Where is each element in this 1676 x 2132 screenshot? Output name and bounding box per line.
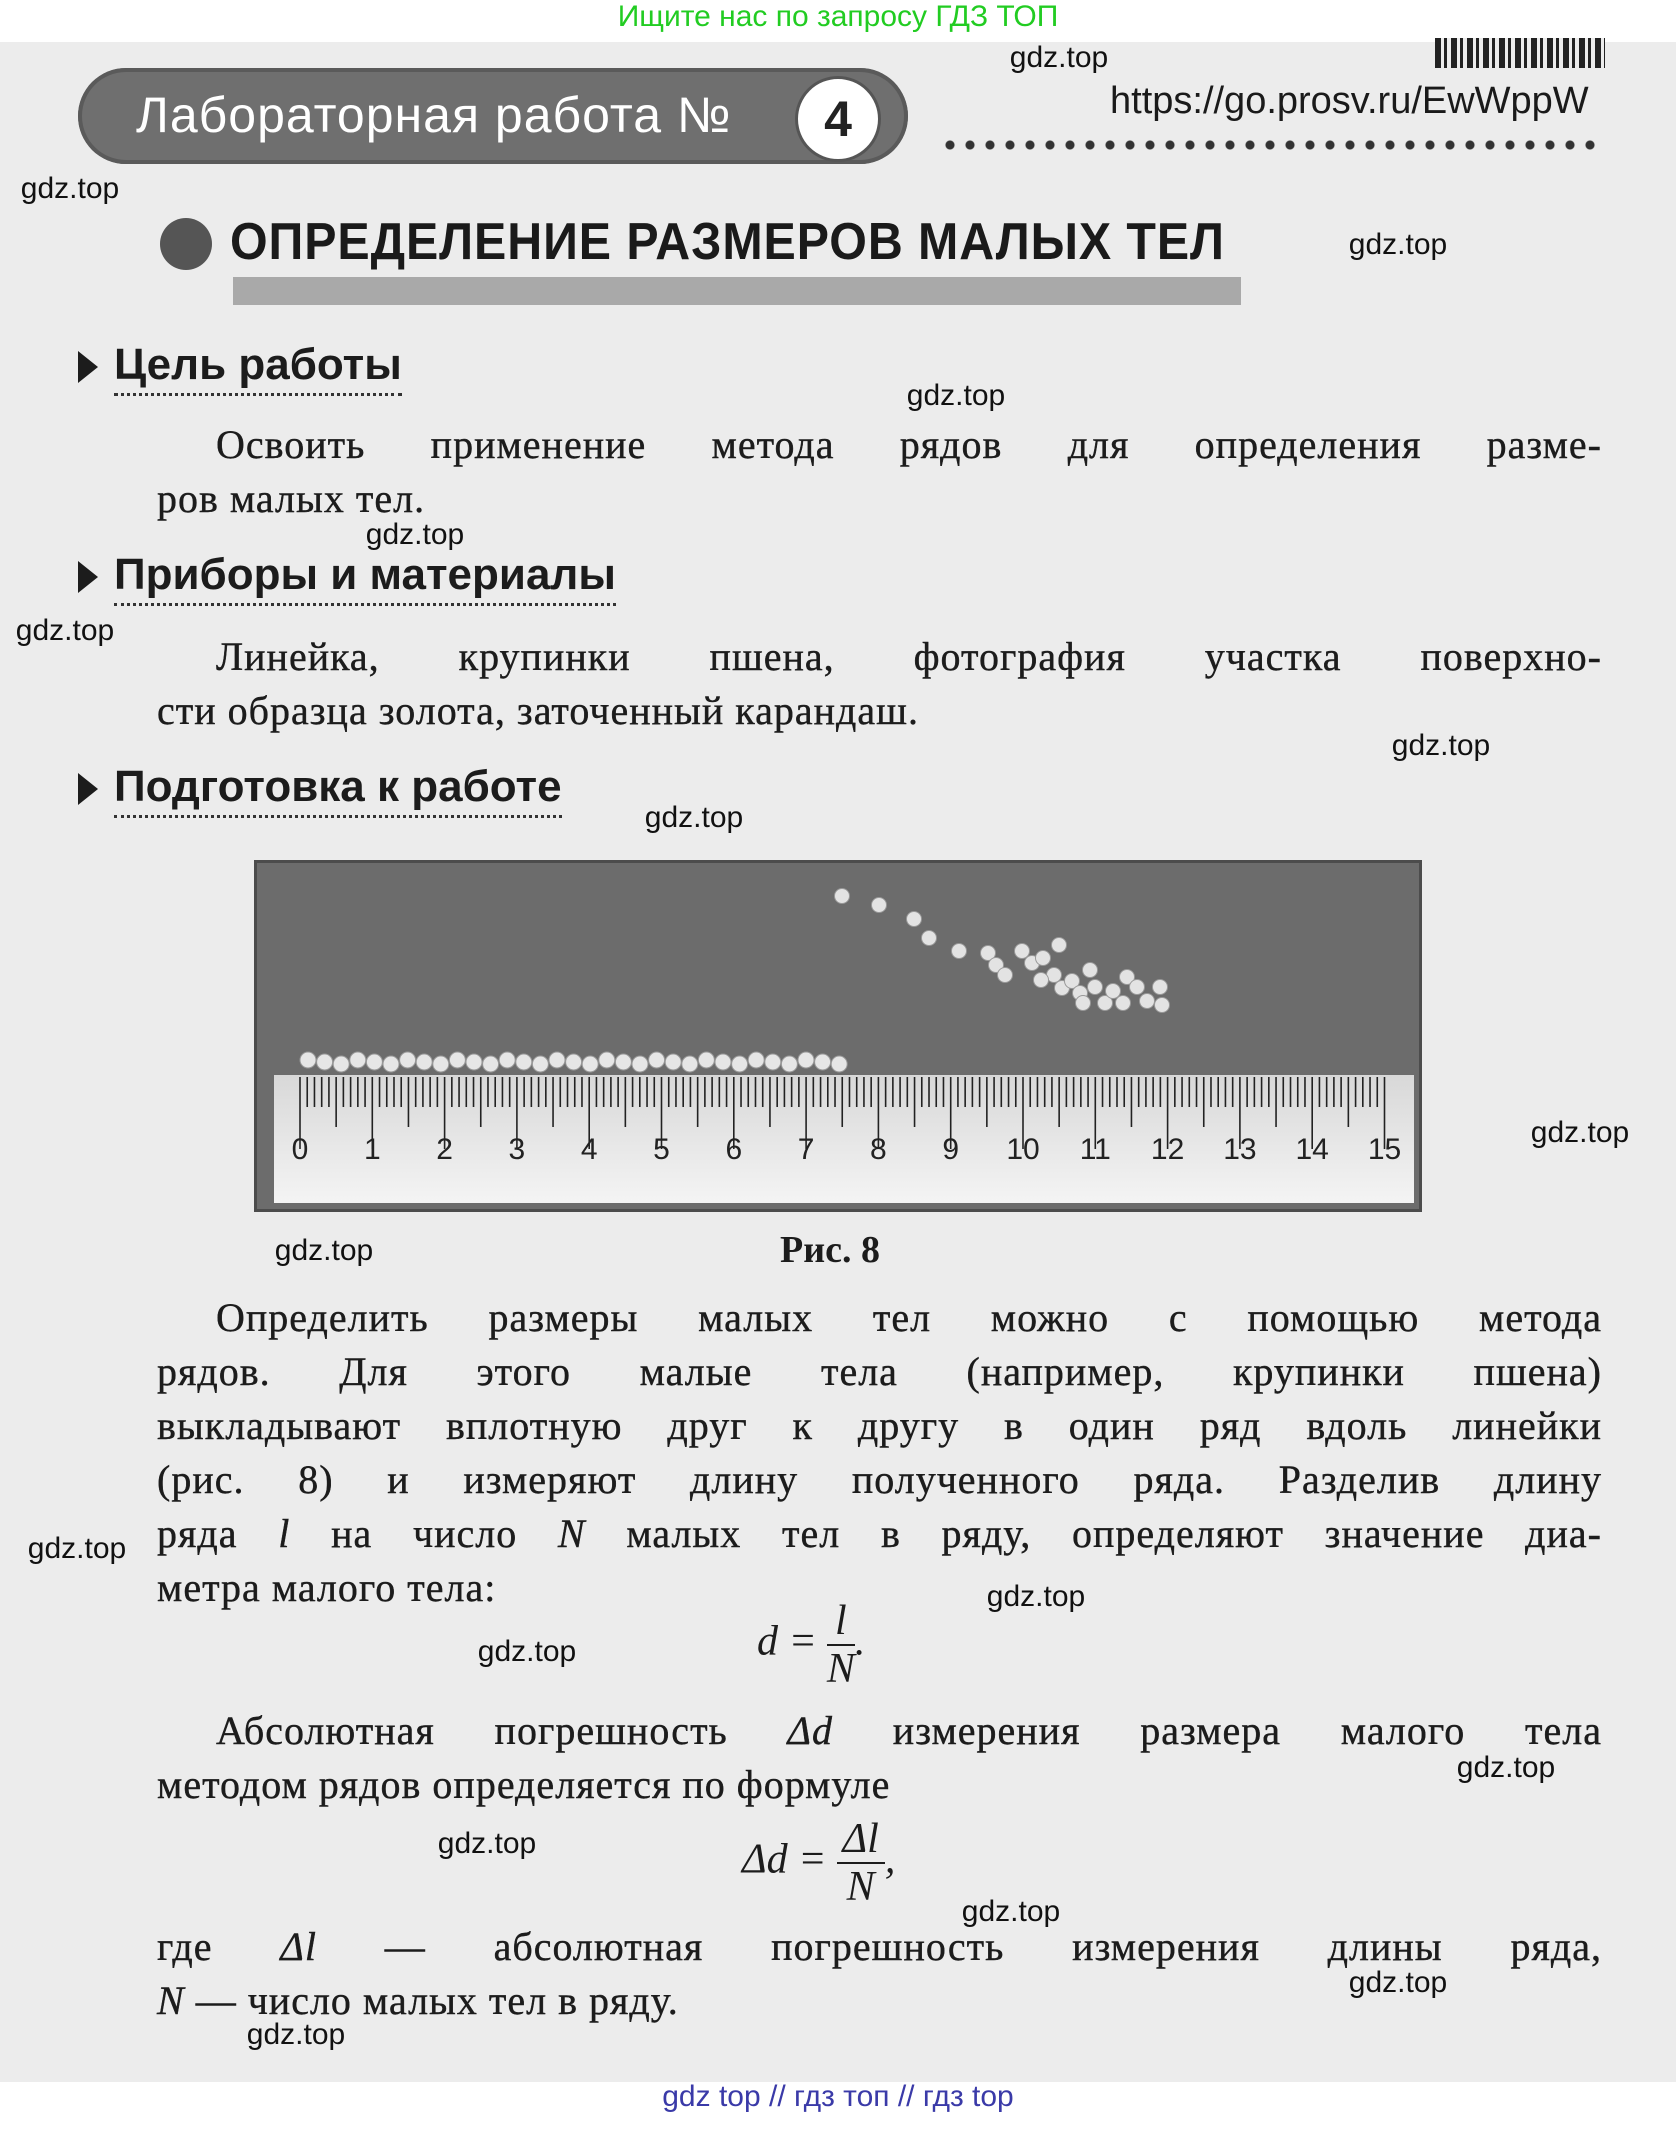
grain bbox=[815, 1054, 831, 1070]
ruler-label: 11 bbox=[1079, 1133, 1111, 1166]
grain bbox=[748, 1052, 764, 1068]
search-banner[interactable]: Ищите нас по запросу ГДЗ ТОП bbox=[617, 0, 1059, 33]
grain bbox=[615, 1054, 631, 1070]
grain bbox=[835, 889, 850, 904]
grain bbox=[649, 1052, 665, 1068]
grain bbox=[781, 1056, 797, 1072]
watermark: gdz.top bbox=[961, 1895, 1061, 1928]
watermark: gdz.top bbox=[437, 1827, 537, 1860]
resource-link[interactable]: https://go.prosv.ru/EwWppW bbox=[1110, 80, 1589, 122]
grain bbox=[698, 1052, 714, 1068]
ruler-label: 6 bbox=[725, 1133, 743, 1166]
grain bbox=[1155, 998, 1170, 1013]
grain bbox=[516, 1054, 532, 1070]
grain bbox=[682, 1056, 698, 1072]
grain bbox=[1130, 980, 1145, 995]
grain bbox=[499, 1052, 515, 1068]
grain bbox=[549, 1052, 565, 1068]
ruler-label: 2 bbox=[436, 1133, 453, 1166]
lab-work-badge bbox=[78, 68, 908, 164]
grain bbox=[532, 1056, 548, 1072]
denominator: N bbox=[846, 1864, 875, 1910]
text: Абсолютная погрешность bbox=[216, 1708, 788, 1753]
grain bbox=[1153, 980, 1168, 995]
var-delta-d: Δd bbox=[787, 1708, 834, 1753]
watermark: gdz.top bbox=[1348, 1966, 1448, 1999]
ruler-label: 10 bbox=[1006, 1133, 1040, 1166]
formula-lhs: d = bbox=[757, 1618, 817, 1665]
lab-work-label: Лабораторная работа № bbox=[136, 87, 732, 143]
grain bbox=[1140, 994, 1155, 1009]
goal-line: ров малых тел. bbox=[157, 476, 426, 521]
watermark: gdz.top bbox=[15, 614, 115, 647]
figure-ruler-photo bbox=[254, 860, 1422, 1212]
grain bbox=[715, 1054, 731, 1070]
text: на число bbox=[331, 1511, 558, 1556]
watermark: gdz.top bbox=[1530, 1116, 1630, 1149]
dotted-divider bbox=[940, 138, 1605, 152]
grain bbox=[483, 1056, 499, 1072]
body-line: метра малого тела: bbox=[157, 1565, 497, 1610]
heading-goal bbox=[78, 340, 402, 390]
fraction bbox=[827, 1598, 855, 1692]
text: — абсолютная погрешность измерения длины ряда, bbox=[384, 1924, 1602, 1969]
watermark: gdz.top bbox=[1456, 1751, 1556, 1784]
body-line: выкладывают вплотную друг к другу в один ряд вдоль линейки bbox=[157, 1403, 1602, 1448]
var-N: N bbox=[557, 1511, 586, 1556]
bullet-icon bbox=[160, 218, 212, 270]
ruler-label: 13 bbox=[1223, 1133, 1257, 1166]
grain bbox=[1083, 963, 1098, 978]
title-underline-bar bbox=[233, 277, 1241, 305]
body-line bbox=[157, 1507, 1602, 1561]
heading-label: Приборы и материалы bbox=[114, 550, 616, 606]
goal-line: Освоить применение метода рядов для определения разме- bbox=[216, 422, 1602, 467]
grain bbox=[416, 1054, 432, 1070]
grain bbox=[466, 1054, 482, 1070]
ruler-label: 7 bbox=[797, 1133, 815, 1166]
footer-banner[interactable]: gdz top // гдз топ // гдз top bbox=[662, 2080, 1014, 2113]
grain bbox=[400, 1052, 416, 1068]
grain bbox=[350, 1052, 366, 1068]
grain bbox=[732, 1056, 748, 1072]
materials-line: сти образца золота, заточенный карандаш. bbox=[157, 688, 919, 733]
watermark: gdz.top bbox=[27, 1532, 127, 1565]
body-line: методом рядов определяется по формуле bbox=[157, 1762, 891, 1807]
grain bbox=[765, 1054, 781, 1070]
ruler-label: 3 bbox=[508, 1133, 526, 1166]
grain bbox=[952, 944, 967, 959]
watermark: gdz.top bbox=[1009, 41, 1109, 74]
grain bbox=[566, 1054, 582, 1070]
ruler-with-grains-illustration bbox=[257, 863, 1419, 1209]
grain bbox=[449, 1052, 465, 1068]
qr-code-icon bbox=[1435, 38, 1605, 68]
page-title: ОПРЕДЕЛЕНИЕ РАЗМЕРОВ МАЛЫХ ТЕЛ bbox=[230, 213, 1225, 271]
body-line: (рис. 8) и измеряют длину полученного ряда. Разделив длину bbox=[157, 1457, 1602, 1502]
ruler-label: 9 bbox=[942, 1133, 960, 1166]
heading-materials bbox=[78, 550, 616, 600]
materials-line: Линейка, крупинки пшена, фотография участка поверхно- bbox=[216, 634, 1602, 679]
text: — число малых тел в ряду. bbox=[184, 1978, 679, 2023]
figure-caption: Рис. 8 bbox=[780, 1229, 880, 1271]
ruler-label: 15 bbox=[1367, 1133, 1402, 1166]
grain bbox=[1052, 938, 1067, 953]
var-N: N bbox=[157, 1978, 185, 2023]
grain bbox=[366, 1054, 382, 1070]
watermark: gdz.top bbox=[1391, 729, 1491, 762]
ruler-label: 12 bbox=[1150, 1133, 1185, 1166]
punct: , bbox=[884, 1836, 896, 1883]
triangle-bullet-icon bbox=[78, 773, 98, 805]
watermark: gdz.top bbox=[1348, 228, 1448, 261]
numerator: Δl bbox=[837, 1816, 885, 1864]
text: ряда bbox=[157, 1511, 279, 1556]
punct: . bbox=[854, 1618, 866, 1665]
var-l: l bbox=[278, 1511, 291, 1556]
grain bbox=[1015, 944, 1030, 959]
grain bbox=[907, 912, 922, 927]
grain bbox=[383, 1056, 399, 1072]
grain bbox=[1034, 973, 1049, 988]
body-line: рядов. Для этого малые тела (например, крупинки пшена) bbox=[157, 1349, 1602, 1394]
ruler-label: 4 bbox=[580, 1133, 598, 1166]
grain bbox=[433, 1056, 449, 1072]
watermark: gdz.top bbox=[365, 518, 465, 551]
var-delta-l: Δl bbox=[280, 1924, 317, 1969]
grain bbox=[998, 968, 1013, 983]
grain bbox=[317, 1054, 333, 1070]
grain bbox=[300, 1052, 316, 1068]
grain bbox=[831, 1056, 847, 1072]
watermark: gdz.top bbox=[906, 379, 1006, 412]
ruler-label: 5 bbox=[653, 1133, 670, 1166]
body-line bbox=[157, 1974, 679, 2028]
watermark: gdz.top bbox=[644, 801, 744, 834]
fraction bbox=[837, 1816, 885, 1910]
formula-diameter bbox=[757, 1598, 865, 1692]
text: где bbox=[157, 1924, 281, 1969]
grain bbox=[872, 898, 887, 913]
body-line: Определить размеры малых тел можно с помощью метода bbox=[216, 1295, 1602, 1340]
numerator: l bbox=[827, 1598, 855, 1646]
ruler-label: 0 bbox=[291, 1133, 309, 1166]
grain bbox=[922, 931, 937, 946]
watermark: gdz.top bbox=[20, 172, 120, 205]
grain bbox=[599, 1052, 615, 1068]
lab-work-number: 4 bbox=[795, 76, 881, 162]
triangle-bullet-icon bbox=[78, 561, 98, 593]
text: малых тел в ряду, определяют значение диа- bbox=[626, 1511, 1603, 1556]
grain bbox=[1106, 984, 1121, 999]
grain bbox=[582, 1056, 598, 1072]
ruler-label: 8 bbox=[870, 1133, 887, 1166]
grain bbox=[665, 1054, 681, 1070]
heading-label: Цель работы bbox=[114, 340, 402, 396]
grain bbox=[333, 1056, 349, 1072]
formula-lhs: Δd = bbox=[742, 1836, 827, 1883]
grain bbox=[1116, 996, 1131, 1011]
body-line bbox=[216, 1704, 1602, 1758]
denominator: N bbox=[826, 1646, 855, 1692]
grain bbox=[632, 1056, 648, 1072]
heading-preparation bbox=[78, 762, 562, 812]
formula-error bbox=[742, 1816, 895, 1910]
triangle-bullet-icon bbox=[78, 351, 98, 383]
ruler-label: 14 bbox=[1295, 1133, 1329, 1166]
watermark: gdz.top bbox=[477, 1635, 577, 1668]
watermark: gdz.top bbox=[986, 1580, 1086, 1613]
grain bbox=[798, 1052, 814, 1068]
grain bbox=[1076, 996, 1091, 1011]
grain bbox=[1088, 980, 1103, 995]
grain bbox=[1036, 951, 1051, 966]
watermark: gdz.top bbox=[246, 2018, 346, 2051]
watermark: gdz.top bbox=[274, 1234, 374, 1267]
ruler-label: 1 bbox=[363, 1133, 381, 1166]
text: измерения размера малого тела bbox=[892, 1708, 1602, 1753]
heading-label: Подготовка к работе bbox=[114, 762, 562, 818]
